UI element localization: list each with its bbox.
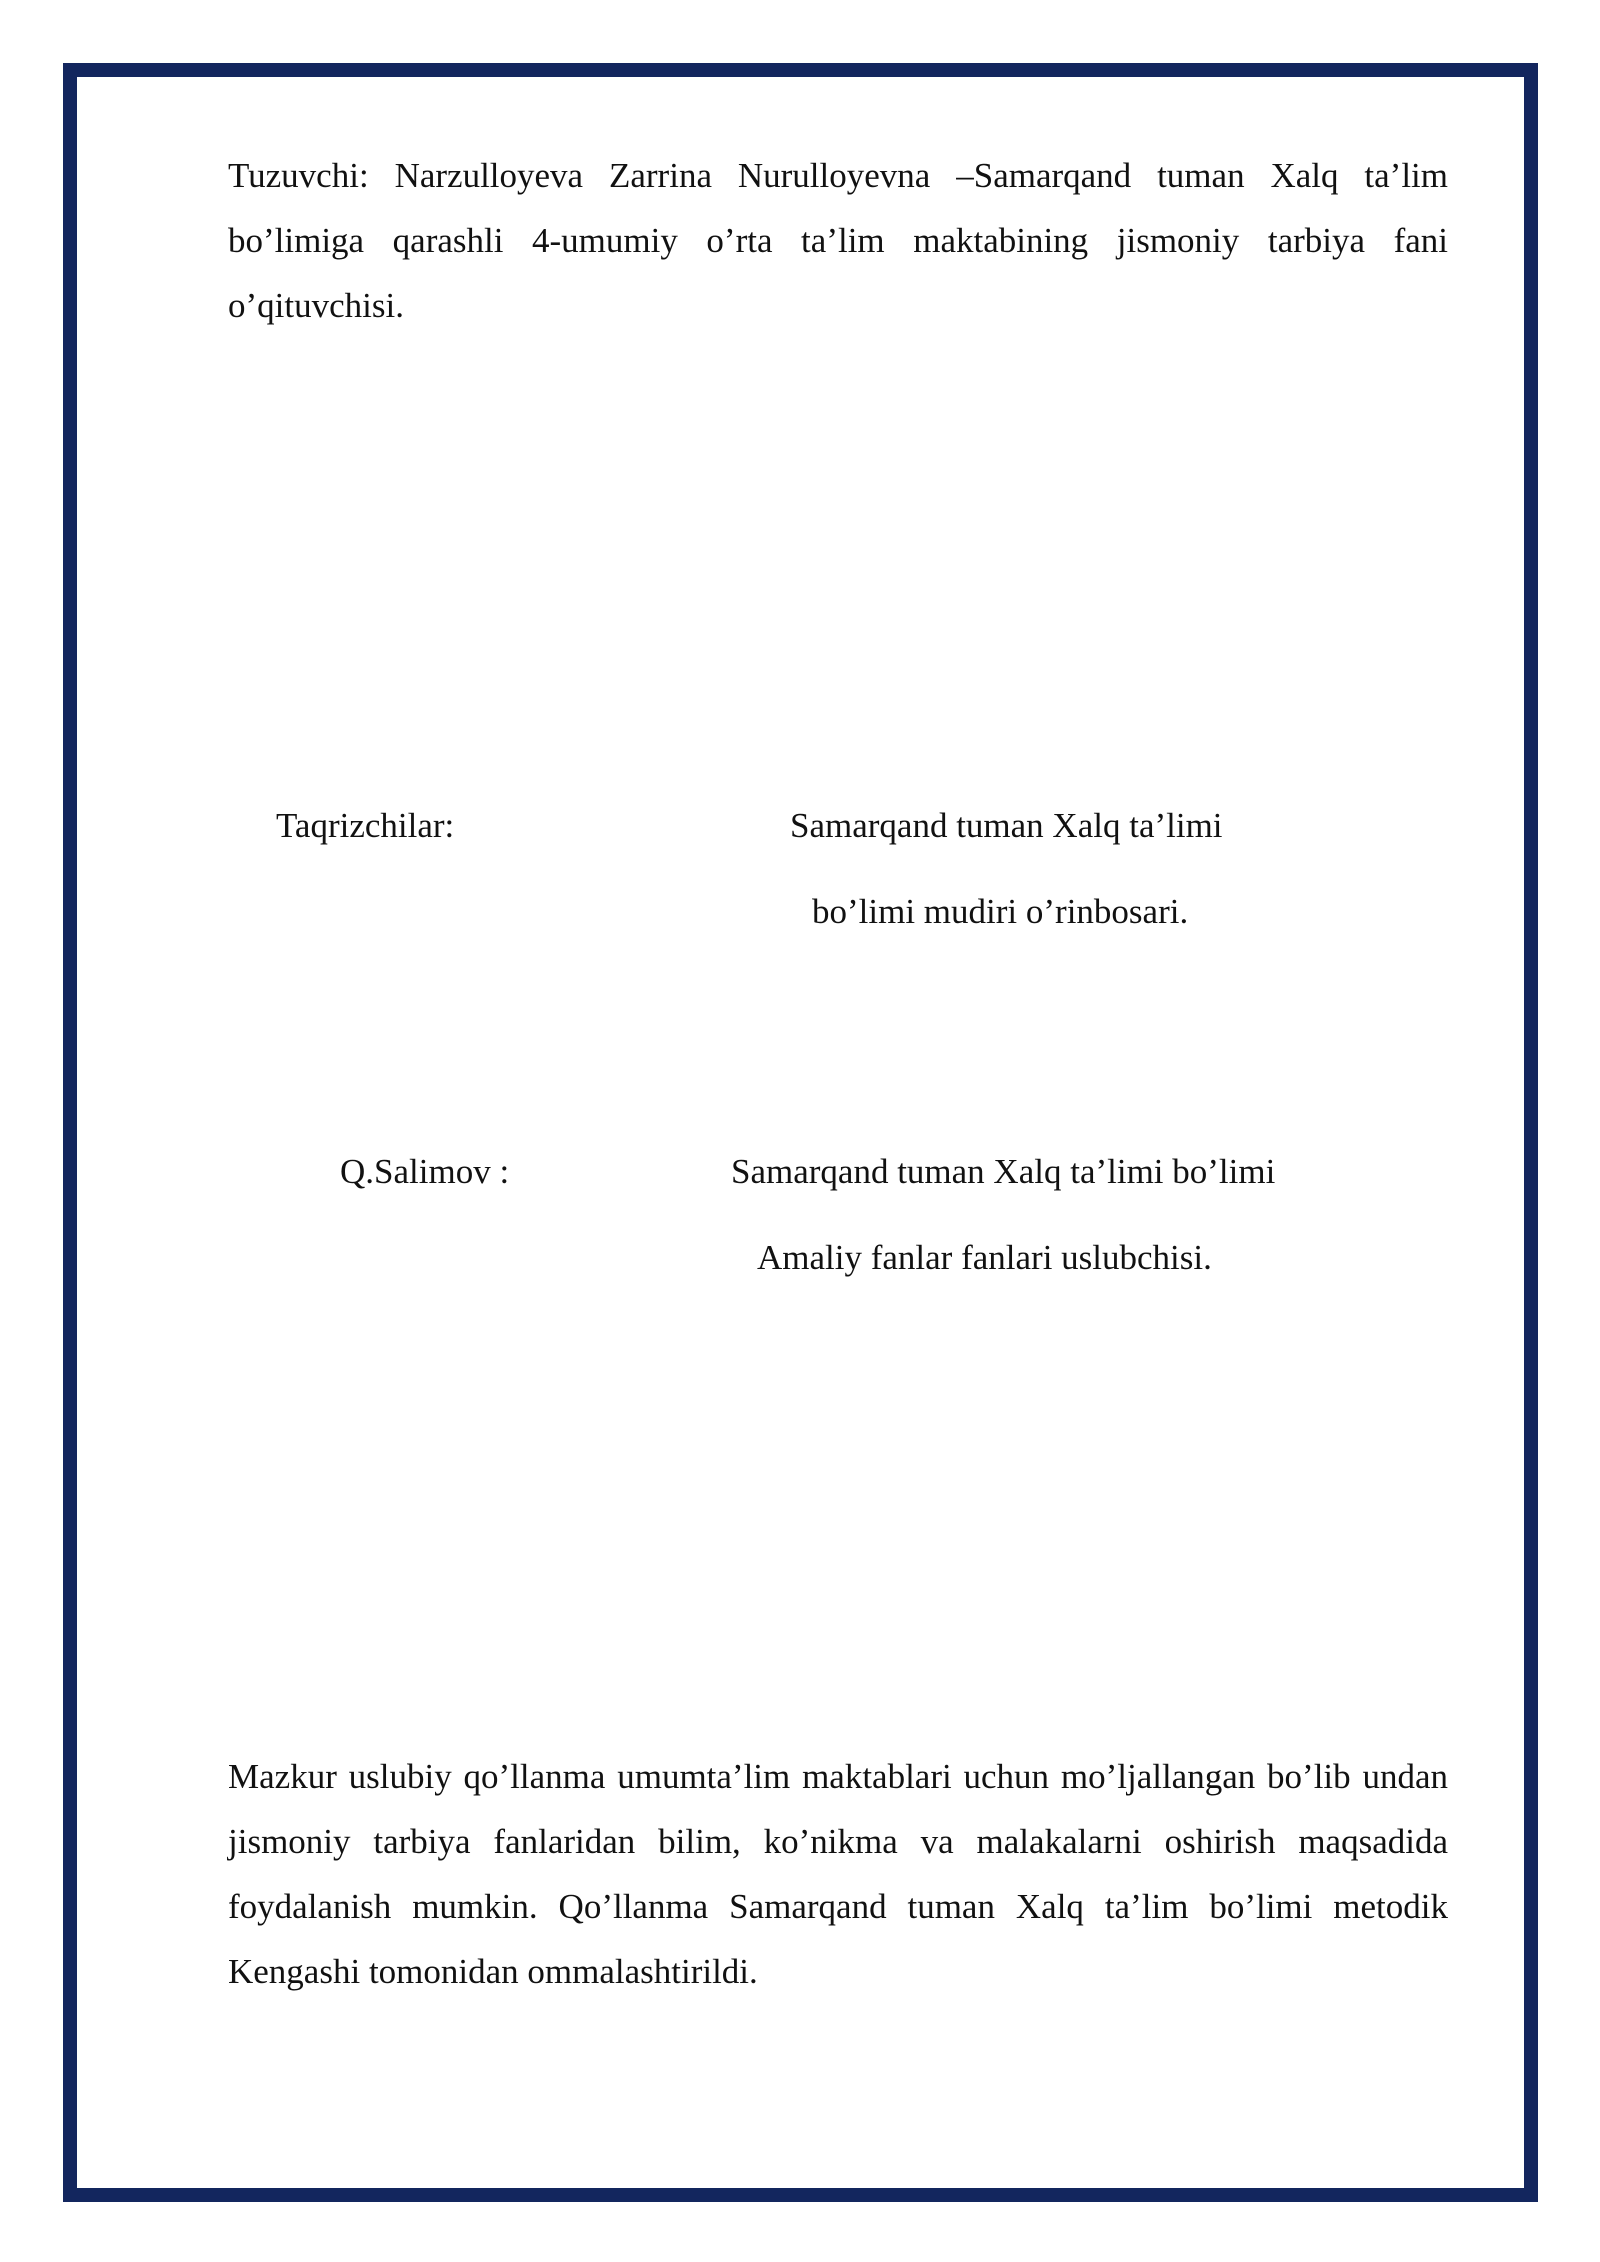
reviewer-2-position-line-1: Samarqand tuman Xalq ta’limi bo’limi xyxy=(731,1152,1276,1191)
reviewer-1-position-line-1: Samarqand tuman Xalq ta’limi xyxy=(790,806,1223,845)
reviewer-2-name: Q.Salimov : xyxy=(340,1152,510,1191)
summary-paragraph: Mazkur uslubiy qo’llanma umumta’lim maktablari uchun mo’ljallangan bo’lib undan jismoniy tarbiya fanlaridan bilim, ko’nikma va malakalarni oshirish maqsadida foydalanish mumkin. Qo’llanma Samarqand tuman Xalq ta’lim bo’limi metodik Kengashi tomonidan ommalashtirildi. xyxy=(228,1757,1448,1991)
author-paragraph: Tuzuvchi: Narzulloyeva Zarrina Nurulloyevna –Samarqand tuman Xalq ta’lim bo’limiga qarashli 4-umumiy o’rta ta’lim maktabining jismoniy tarbiya fani o’qituvchisi. xyxy=(228,156,1448,325)
reviewers-label: Taqrizchilar: xyxy=(276,806,455,845)
reviewer-2-position-line-2: Amaliy fanlar fanlari uslubchisi. xyxy=(757,1238,1212,1277)
reviewer-1-position-line-2: bo’limi mudiri o’rinbosari. xyxy=(812,892,1189,931)
